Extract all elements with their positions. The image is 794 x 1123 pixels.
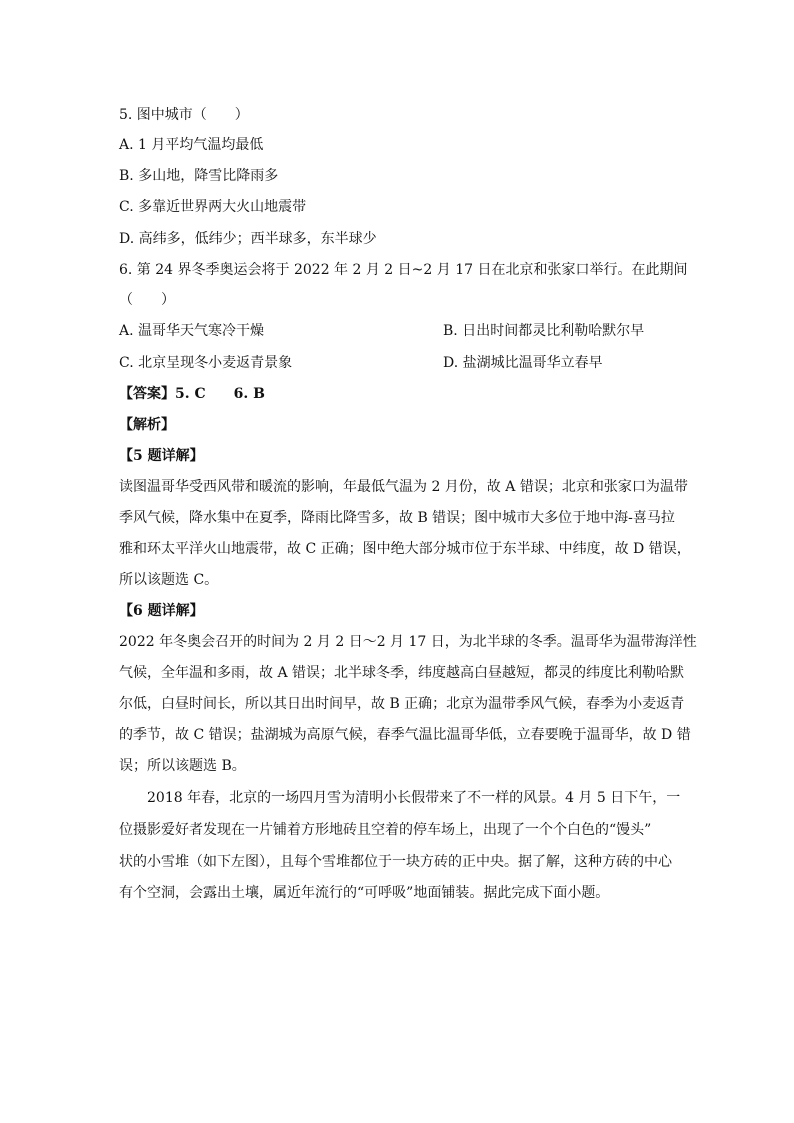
detail5-line: 季风气候，降水集中在夏季，降雨比降雪多，故 B 错误；图中城市大多位于地中海-喜马拉 <box>119 510 675 526</box>
detail5-line: 读图温哥华受西风带和暖流的影响，年最低气温为 2 月份，故 A 错误；北京和张家口为温带 <box>119 479 688 495</box>
q6-option-d: D. 盐湖城比温哥华立春早 <box>443 355 603 371</box>
q5-option-d: D. 高纬多，低纬少；西半球多，东半球少 <box>119 231 377 247</box>
analysis-heading: 【解析】 <box>119 417 175 433</box>
detail6-line: 尔低，白昼时间长，所以其日出时间早，故 B 正确；北京为温带季风气候，春季为小麦返青 <box>119 696 685 712</box>
q5-option-b: B. 多山地，降雪比降雨多 <box>119 168 279 184</box>
detail6-line: 的季节，故 C 错误；盐湖城为高原气候，春季气温比温哥华低，立春要晚于温哥华，故 D 错 <box>119 727 691 743</box>
passage-line: 2018 年春，北京的一场四月雪为清明小长假带来了不一样的风景。4 月 5 日下午，一 <box>147 790 681 806</box>
q6-option-a: A. 温哥华天气寒冷干燥 <box>119 323 265 339</box>
q6-stem-line1: 6. 第 24 界冬季奥运会将于 2022 年 2 月 2 日~2 月 17 日在北京和张家口举行。在此期间 <box>119 262 688 278</box>
q6-option-b: B. 日出时间都灵比利勒哈默尔早 <box>443 323 645 339</box>
detail6-heading: 【6 题详解】 <box>119 603 204 619</box>
passage-line: 有个空洞，会露出土壤，属近年流行的“可呼吸”地面铺装。据此完成下面小题。 <box>119 885 610 901</box>
q5-stem: 5. 图中城市（ ） <box>119 107 249 123</box>
detail6-line: 误；所以该题选 B。 <box>119 758 246 774</box>
answer-line: 【答案】5. C 6. B <box>119 386 265 402</box>
q6-stem-line2: （ ） <box>119 292 175 308</box>
passage-line: 状的小雪堆（如下左图），且每个雪堆都位于一块方砖的正中央。据了解，这种方砖的中心 <box>119 854 672 870</box>
detail5-line: 所以该题选 C。 <box>119 572 219 588</box>
q5-option-a: A. 1 月平均气温均最低 <box>119 137 264 153</box>
q5-option-c: C. 多靠近世界两大火山地震带 <box>119 199 307 215</box>
passage-line: 位摄影爱好者发现在一片铺着方形地砖且空着的停车场上，出现了一个个白色的“馒头” <box>119 822 652 838</box>
q6-option-c: C. 北京呈现冬小麦返青景象 <box>119 355 293 371</box>
detail6-line: 气候，全年温和多雨，故 A 错误；北半球冬季，纬度越高白昼越短，都灵的纬度比利勒哈默 <box>119 665 685 681</box>
detail5-line: 雅和环太平洋火山地震带，故 C 正确；图中绝大部分城市位于东半球、中纬度，故 D 错误， <box>119 541 691 557</box>
detail5-heading: 【5 题详解】 <box>119 448 204 464</box>
detail6-line: 2022 年冬奥会召开的时间为 2 月 2 日～2 月 17 日，为北半球的冬季。温哥华为温带海洋性 <box>119 634 697 650</box>
